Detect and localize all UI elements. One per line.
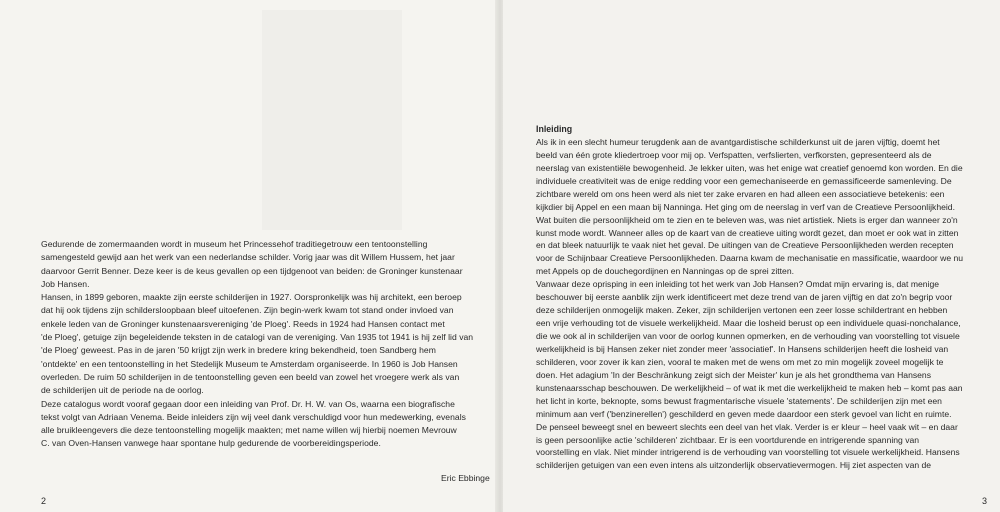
text-line: schilderen, voor zover ik kan zien, vooral te maken met de wens om met zo min mogelijk zoveel mogelijk te	[536, 356, 944, 367]
text-line: tekst volgt van Adriaan Venema. Beide inleiders zijn wij veel dank verschuldigd voor hun medewerking, evenals	[41, 411, 466, 422]
text-line: Als ik in een slecht humeur terugdenk aan de avantgardistische schilderkunst uit de jaren vijftig, doemt het	[536, 136, 940, 147]
text-line: De penseel beweegt snel en beweert slechts een deel van het vlak. Verder is er kleur – heel vaak wit – en daar	[536, 421, 958, 432]
introduction-text	[536, 123, 976, 472]
text-line: voorstelling en vlak. Niet minder intrigerend is de verhouding van voorstelling tot visuele werkelijkheid. Hansens	[536, 447, 960, 458]
text-line: Deze catalogus wordt vooraf gegaan door een inleiding van Prof. Dr. H. W. van Os, waarna een biografische	[41, 398, 455, 409]
text-line: overleden. De ruim 50 schilderijen in de tentoonstelling geven een beeld van zowel het vroegere werk als van	[41, 371, 460, 382]
text-line: kijkdier bij Appel en een maan bij Nanninga. Het ging om de neerslag in verf van de Creatieve Persoonlijkheid.	[536, 201, 955, 212]
text-line: is geen persoonlijke actie 'schilderen' zichtbaar. Er is een voortdurende en intrigerende spanning van	[536, 434, 920, 445]
foreword-paragraph	[41, 238, 476, 451]
text-line: Hansen, in 1899 geboren, maakte zijn eerste schilderijen in 1927. Oorspronkelijk was hij architekt, een beroep	[41, 292, 462, 303]
text-line: Vanwaar deze oprisping in een inleiding tot het werk van Job Hansen? Omdat mijn ervaring is, dat menige	[536, 279, 940, 290]
text-line: C. van Oven-Hansen vanwege haar spontane hulp gedurende de voorbereidingsperiode.	[41, 438, 381, 449]
text-line: zichtbare wereld om ons heen werd als niet ter zake ervaren en had alleen een associatieve betekenis: een	[536, 188, 945, 199]
text-line: Wat buiten die persoonlijkheid om te zien en te beleven was, was niet artistiek. Niets is erger dan wanneer zo'n	[536, 214, 958, 225]
text-line: die we ook al in schilderijen van voor de oorlog kunnen opmerken, en de verhouding van voorstelling tot visuele	[536, 331, 960, 341]
text-line: Gedurende de zomermaanden wordt in museum het Princessehof traditiegetrouw een tentoonstelling	[41, 239, 428, 249]
text-line: de schilderijen uit de periode na de oorlog.	[41, 385, 204, 396]
text-line: 'de Ploeg' geweest. Pas in de jaren '50 krijgt zijn werk in bredere kring bekendheid, toen Sandberg hem	[41, 345, 436, 356]
left-page	[0, 0, 497, 512]
text-line: deze schilderijen onmogelijk maken. Zeker, zijn schilderijen vertonen een zeer losse schildertrant en hebben	[536, 305, 948, 316]
text-line: daarvoor Gerrit Benner. Deze keer is de keus gevallen op een tijdgenoot van beiden: de Groninger kunstenaar	[41, 265, 463, 276]
text-line: doen. Het adagium 'In der Beschränkung zeigt sich der Meister' kun je als het grondthema van Hansens	[536, 369, 931, 380]
text-line: alle bruikleengevers die deze tentoonstelling mogelijk maakten; met name willen wij hierbij noemen Mevrouw	[41, 425, 457, 436]
text-line: werkelijkheid is bij Hansen zeker niet zonder meer 'associatief'. In Hansens schilderijen heeft die losheid van	[536, 343, 949, 354]
text-line: voor de Schijnbaar Creatieve Persoonlijkheden. Daarna kwam de mechanisatie en massificatie, waardoor we nu	[536, 253, 964, 264]
text-line: individuele creativiteit was de enige redding voor een gemechaniseerde en gemassificeerde samenleving. De	[536, 175, 952, 186]
text-line: kunst mode wordt. Wanneer alles op de kaart van de creatieve uiting wordt gezet, dan moet er ook wat in zitten	[536, 227, 959, 238]
text-line: neerslag van existentiële bewogenheid. Je lekker uiten, was het enige wat creatief genoemd kon worden. En die	[536, 162, 963, 173]
text-line: beschouwer bij eerste aanblik zijn werk identificeert met deze trend van de jaren vijftig en dat zo'n begrip voor	[536, 292, 953, 303]
text-line: 'de Ploeg', getuige zijn begeleidende teksten in de catalogi van de vereniging. Van 1935 tot 1941 is hij zelf lid van	[41, 332, 474, 343]
text-line: Job Hansen.	[41, 278, 90, 289]
page-number-right: 3	[982, 496, 988, 506]
text-line: schilderijen getuigen van een even intens als uitzonderlijk observatievermogen. Hij ziet aspecten van de	[536, 460, 932, 471]
text-line: dat hij ook tijdens zijn schildersloopbaan bleef uitoefenen. Zijn begin-werk kwam tot stand onder invloed van	[41, 305, 454, 316]
text-line: het licht in korte, beknopte, soms bewust fragmentarische visuele 'statements'. De schilderijen zijn met een	[536, 395, 942, 406]
text-line: kunstenaarsschap beschouwen. De werkelijkheid – of wat ik met die werkelijkheid te maken heb – komt pas aan	[536, 382, 963, 393]
text-line: beeld van één grote kliedertroep voor mij op. Verfspatten, verfslierten, verfkorsten, gepresenteerd als de	[536, 149, 932, 160]
show-through-ghost	[262, 10, 402, 230]
section-heading: Inleiding	[536, 124, 573, 134]
text-line: een vrije verhouding tot de visuele werkelijkheid. Maar die losheid berust op een individuele quasi-nonchalance,	[536, 318, 961, 329]
signature: Eric Ebbinge	[441, 473, 490, 483]
foreword-text	[41, 238, 476, 451]
text-line: minimum aan verf ('benzinerellen') geschilderd en geven mede daardoor een sterk gevoel van licht en ruimte.	[536, 408, 952, 419]
text-line: met Appels op de douchegordijnen en Nanningas op de sprei zitten.	[536, 266, 794, 277]
text-line: enkele leden van de Groninger kunstenaarsvereniging 'de Ploeg'. Reeds in 1924 had Hansen contact met	[41, 318, 445, 329]
text-line: 'ontdekte' en een tentoonstelling in het Stedelijk Museum te Amsterdam organiseerde. In 1960 is Job Hansen	[41, 358, 458, 369]
introduction-paragraph	[536, 136, 976, 472]
text-line: en dat bleek natuurlijk te vaak niet het geval. De uitingen van de Creatieve Persoonlijkheden werden recepten	[536, 240, 954, 251]
text-line: samengesteld gewijd aan het werk van een nederlandse schilder. Vorig jaar was dit Willem Hussem, het jaar	[41, 252, 455, 263]
page-number-left: 2	[41, 496, 47, 506]
